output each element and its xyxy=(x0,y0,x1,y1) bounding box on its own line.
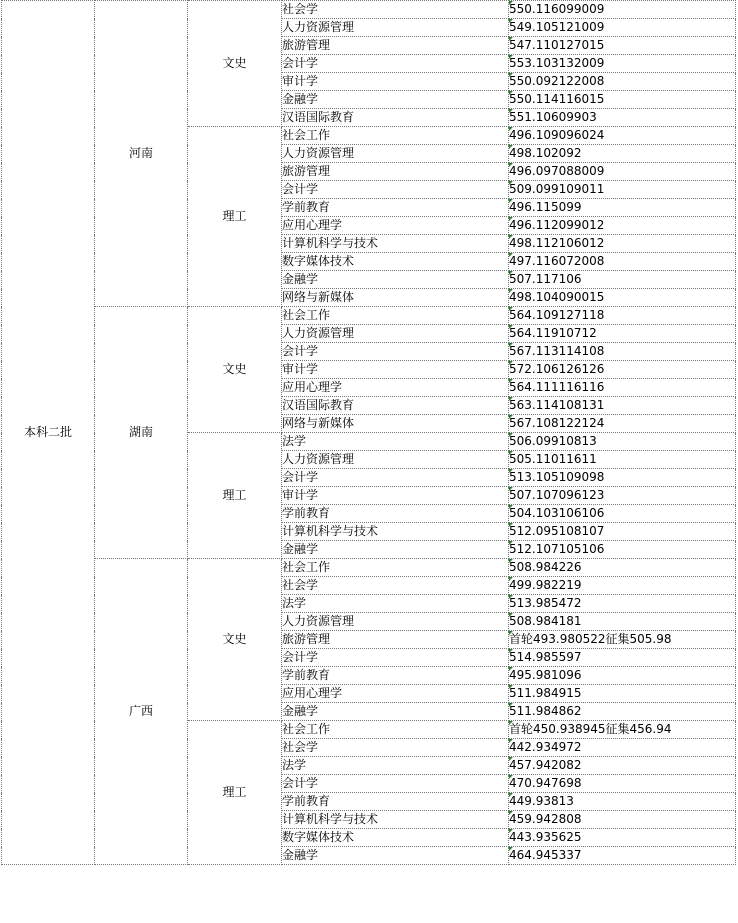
major-cell: 学前教育 xyxy=(282,667,509,685)
major-cell: 审计学 xyxy=(282,361,509,379)
batch-cell: 本科二批 xyxy=(2,1,95,865)
track-cell: 文史 xyxy=(188,307,282,433)
score-cell: 550.116099009 xyxy=(509,1,736,19)
major-cell: 社会工作 xyxy=(282,559,509,577)
score-cell: 507.107096123 xyxy=(509,487,736,505)
score-cell: 498.112106012 xyxy=(509,235,736,253)
major-cell: 金融学 xyxy=(282,541,509,559)
table-row xyxy=(2,559,736,577)
score-cell: 504.103106106 xyxy=(509,505,736,523)
major-cell: 金融学 xyxy=(282,271,509,289)
score-cell: 564.109127118 xyxy=(509,307,736,325)
major-cell: 法学 xyxy=(282,757,509,775)
major-cell: 汉语国际教育 xyxy=(282,397,509,415)
major-cell: 会计学 xyxy=(282,469,509,487)
score-cell: 497.116072008 xyxy=(509,253,736,271)
major-cell: 应用心理学 xyxy=(282,379,509,397)
major-cell: 社会工作 xyxy=(282,721,509,739)
score-cell: 567.113114108 xyxy=(509,343,736,361)
major-cell: 会计学 xyxy=(282,55,509,73)
major-cell: 计算机科学与技术 xyxy=(282,523,509,541)
score-cell: 449.93813 xyxy=(509,793,736,811)
score-cell: 547.110127015 xyxy=(509,37,736,55)
track-cell: 文史 xyxy=(188,1,282,127)
major-cell: 金融学 xyxy=(282,703,509,721)
major-cell: 网络与新媒体 xyxy=(282,415,509,433)
province-cell: 湖南 xyxy=(95,307,188,559)
score-cell: 549.105121009 xyxy=(509,19,736,37)
major-cell: 人力资源管理 xyxy=(282,451,509,469)
major-cell: 旅游管理 xyxy=(282,631,509,649)
major-cell: 汉语国际教育 xyxy=(282,109,509,127)
score-cell: 513.105109098 xyxy=(509,469,736,487)
score-cell: 443.935625 xyxy=(509,829,736,847)
score-cell: 508.984226 xyxy=(509,559,736,577)
score-cell: 499.982219 xyxy=(509,577,736,595)
score-cell: 442.934972 xyxy=(509,739,736,757)
score-cell: 496.112099012 xyxy=(509,217,736,235)
major-cell: 社会工作 xyxy=(282,307,509,325)
score-cell: 511.984862 xyxy=(509,703,736,721)
major-cell: 应用心理学 xyxy=(282,685,509,703)
score-cell: 567.108122124 xyxy=(509,415,736,433)
major-cell: 学前教育 xyxy=(282,199,509,217)
score-cell: 508.984181 xyxy=(509,613,736,631)
major-cell: 数字媒体技术 xyxy=(282,253,509,271)
major-cell: 金融学 xyxy=(282,91,509,109)
major-cell: 会计学 xyxy=(282,181,509,199)
score-cell: 509.099109011 xyxy=(509,181,736,199)
major-cell: 应用心理学 xyxy=(282,217,509,235)
score-cell: 564.11910712 xyxy=(509,325,736,343)
table-body xyxy=(2,1,736,865)
track-cell: 理工 xyxy=(188,127,282,307)
score-cell: 496.109096024 xyxy=(509,127,736,145)
major-cell: 旅游管理 xyxy=(282,163,509,181)
major-cell: 审计学 xyxy=(282,73,509,91)
score-cell: 563.114108131 xyxy=(509,397,736,415)
major-cell: 社会工作 xyxy=(282,127,509,145)
major-cell: 审计学 xyxy=(282,487,509,505)
major-cell: 旅游管理 xyxy=(282,37,509,55)
major-cell: 会计学 xyxy=(282,649,509,667)
score-cell: 464.945337 xyxy=(509,847,736,865)
score-cell: 496.097088009 xyxy=(509,163,736,181)
score-cell: 496.115099 xyxy=(509,199,736,217)
major-cell: 人力资源管理 xyxy=(282,613,509,631)
major-cell: 人力资源管理 xyxy=(282,325,509,343)
table-row xyxy=(2,1,736,19)
major-cell: 会计学 xyxy=(282,343,509,361)
major-cell: 学前教育 xyxy=(282,505,509,523)
score-cell: 551.10609903 xyxy=(509,109,736,127)
province-cell: 河南 xyxy=(95,1,188,307)
major-cell: 网络与新媒体 xyxy=(282,289,509,307)
score-cell: 550.092122008 xyxy=(509,73,736,91)
major-cell: 金融学 xyxy=(282,847,509,865)
score-cell: 470.947698 xyxy=(509,775,736,793)
major-cell: 法学 xyxy=(282,595,509,613)
track-cell: 文史 xyxy=(188,559,282,721)
score-cell: 498.102092 xyxy=(509,145,736,163)
score-cell: 首轮493.980522征集505.98 xyxy=(509,631,736,649)
major-cell: 计算机科学与技术 xyxy=(282,235,509,253)
score-cell: 498.104090015 xyxy=(509,289,736,307)
score-cell: 507.117106 xyxy=(509,271,736,289)
score-cell: 572.106126126 xyxy=(509,361,736,379)
major-cell: 数字媒体技术 xyxy=(282,829,509,847)
major-cell: 人力资源管理 xyxy=(282,19,509,37)
score-cell: 553.103132009 xyxy=(509,55,736,73)
score-cell: 512.095108107 xyxy=(509,523,736,541)
table-row xyxy=(2,307,736,325)
score-cell: 506.09910813 xyxy=(509,433,736,451)
major-cell: 学前教育 xyxy=(282,793,509,811)
major-cell: 社会学 xyxy=(282,739,509,757)
major-cell: 社会学 xyxy=(282,1,509,19)
major-cell: 人力资源管理 xyxy=(282,145,509,163)
score-cell: 511.984915 xyxy=(509,685,736,703)
major-cell: 社会学 xyxy=(282,577,509,595)
score-cell: 564.111116116 xyxy=(509,379,736,397)
track-cell: 理工 xyxy=(188,433,282,559)
score-cell: 514.985597 xyxy=(509,649,736,667)
score-cell: 495.981096 xyxy=(509,667,736,685)
score-cell: 550.114116015 xyxy=(509,91,736,109)
score-cell: 459.942808 xyxy=(509,811,736,829)
score-cell: 512.107105106 xyxy=(509,541,736,559)
major-cell: 法学 xyxy=(282,433,509,451)
province-cell: 广西 xyxy=(95,559,188,865)
admission-score-table xyxy=(1,0,736,865)
track-cell: 理工 xyxy=(188,721,282,865)
score-cell: 457.942082 xyxy=(509,757,736,775)
score-cell: 505.11011611 xyxy=(509,451,736,469)
major-cell: 会计学 xyxy=(282,775,509,793)
major-cell: 计算机科学与技术 xyxy=(282,811,509,829)
score-cell: 513.985472 xyxy=(509,595,736,613)
score-cell: 首轮450.938945征集456.94 xyxy=(509,721,736,739)
